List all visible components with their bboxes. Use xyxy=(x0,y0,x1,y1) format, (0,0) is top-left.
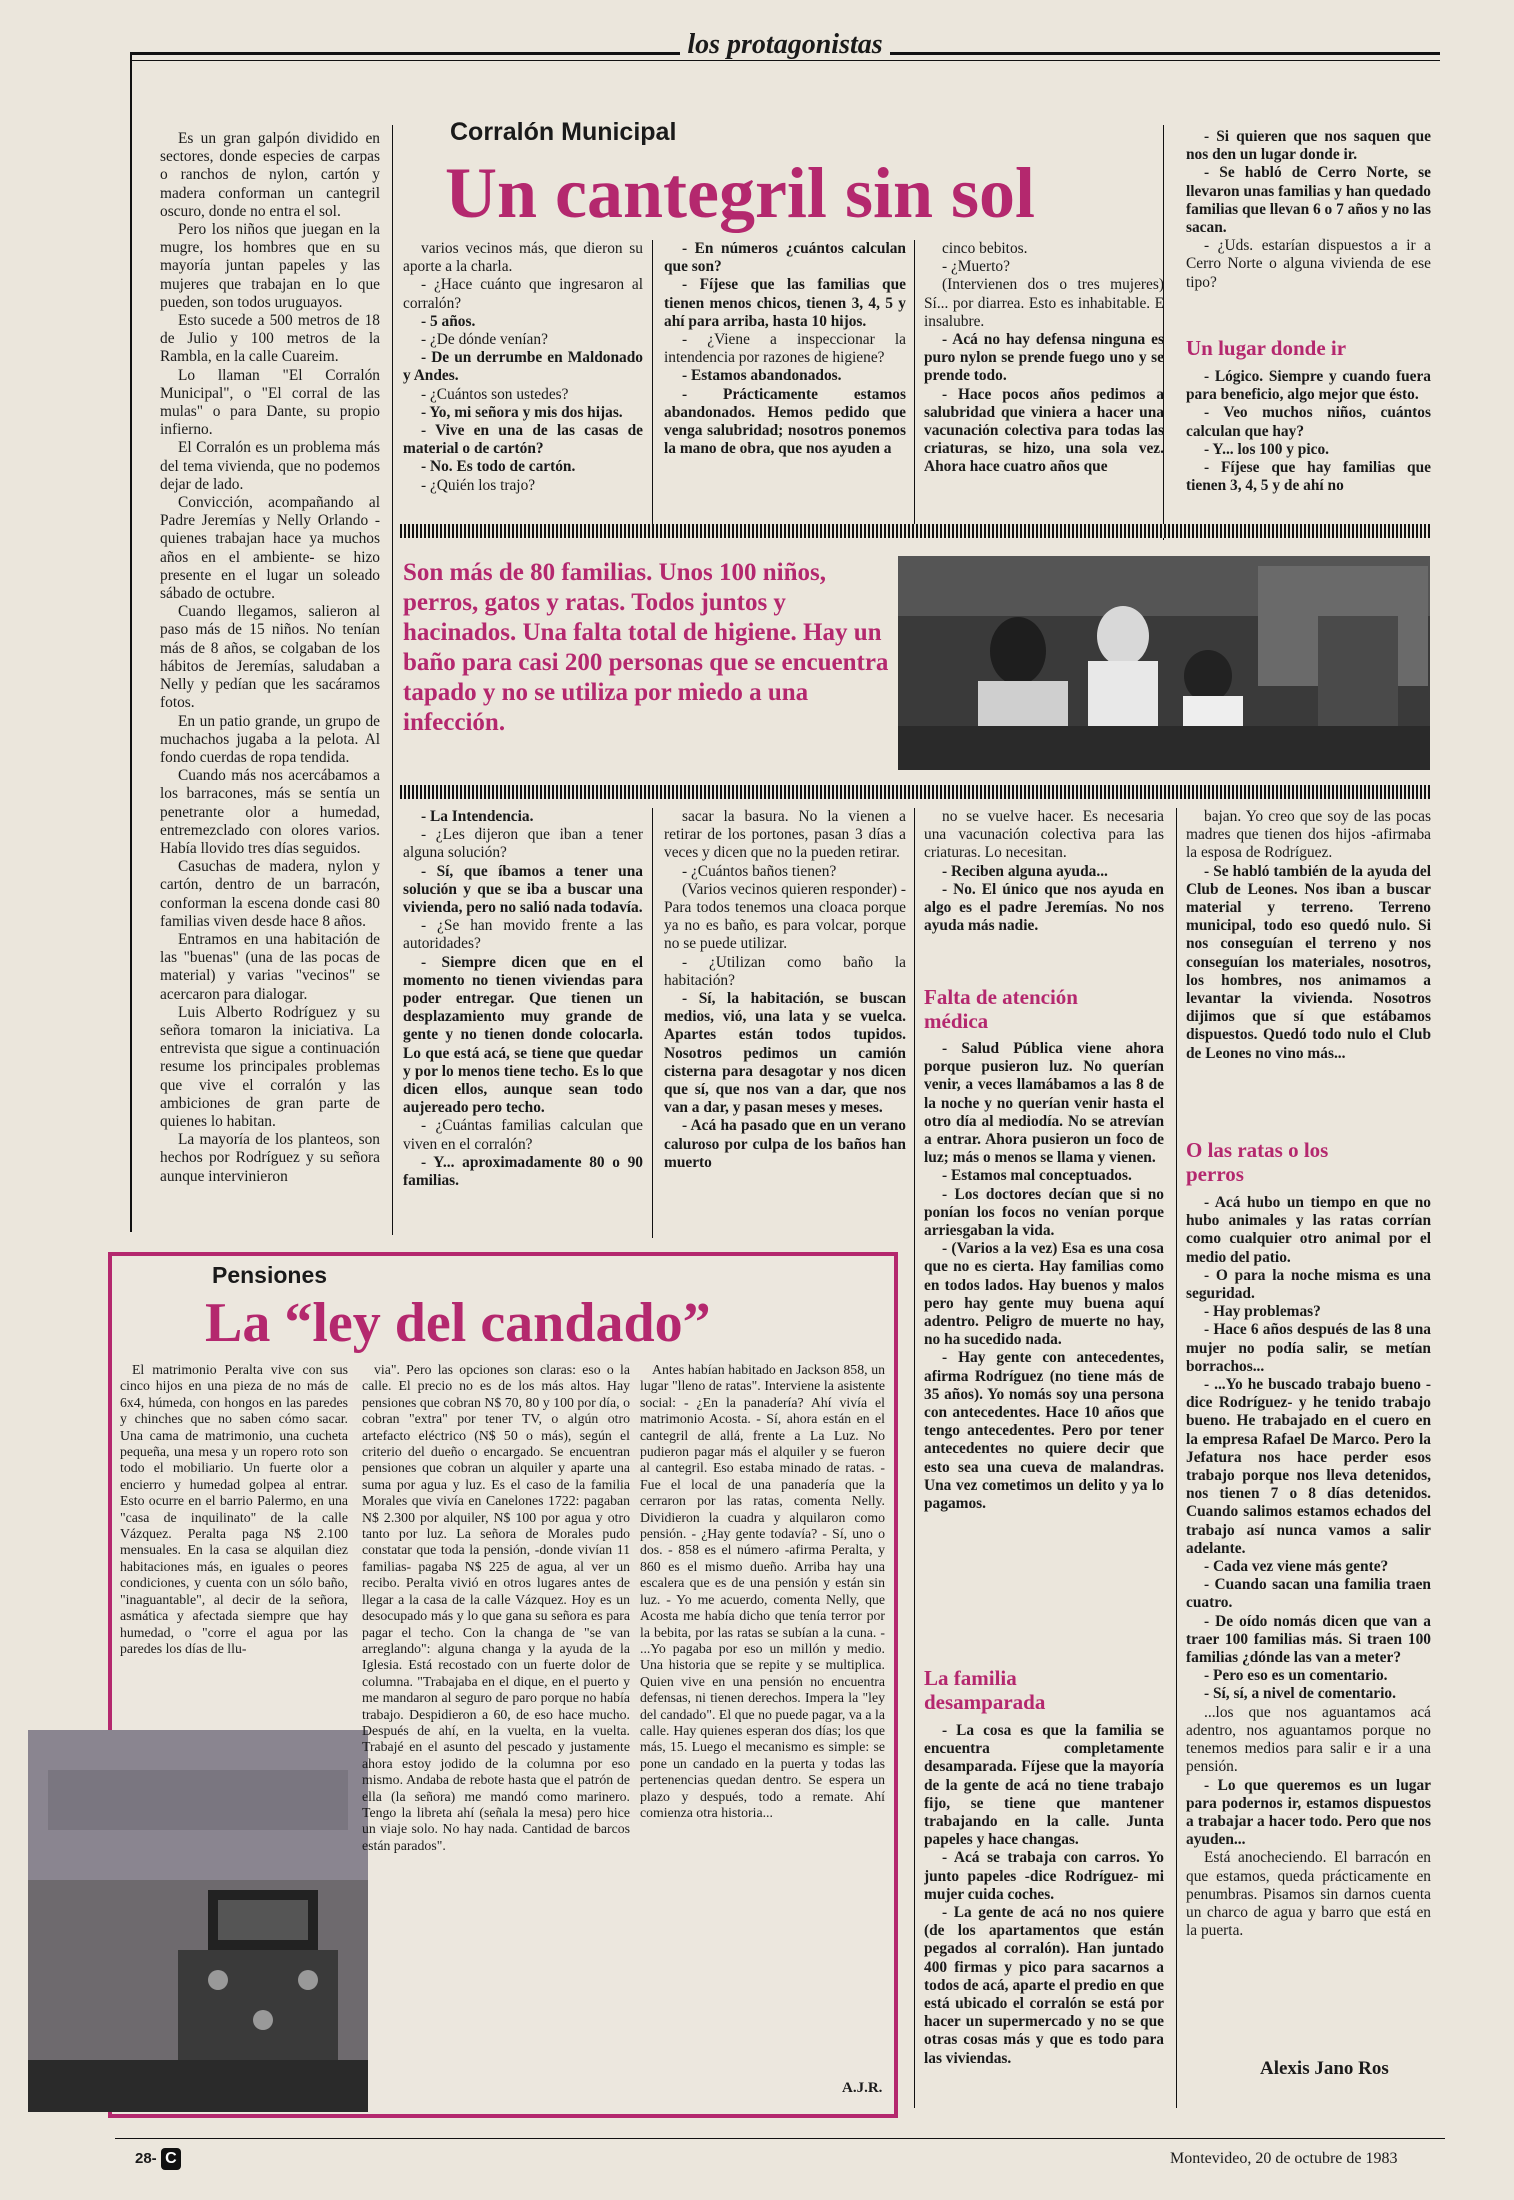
paragraph: - Los doctores decían que si no ponían los focos no venían porque arriesgaban la vida. xyxy=(924,1185,1164,1240)
article-kicker: Corralón Municipal xyxy=(450,118,677,146)
paragraph: - No. Es todo de cartón. xyxy=(421,458,576,476)
paragraph: - Lógico. Siempre y cuando fuera para beneficio, algo mejor que ésto. xyxy=(1186,368,1431,404)
subhead-lugar: Un lugar donde ir xyxy=(1186,336,1347,360)
paragraph: - Acá se trabaja con carros. Yo junto papeles -dice Rodríguez- mi mujer cuida coches. xyxy=(924,1849,1164,1903)
paragraph: - ¿Muerto? xyxy=(942,258,1010,276)
paragraph: - Se habló de Cerro Norte, se llevaron unas familias y han quedado familias que llevan 6 o 7 años y no las sacan. xyxy=(1186,164,1431,237)
paragraph: - Cada vez viene más gente? xyxy=(1204,1558,1389,1576)
section-title: los protagonistas xyxy=(687,29,883,60)
paragraph: - ¿Hace cuánto que ingresaron al corralón? xyxy=(403,276,643,312)
footer-page xyxy=(135,2148,181,2170)
paragraph: - La Intendencia. xyxy=(421,808,534,825)
paragraph: - ¿Les dijeron que iban a tener alguna solución? xyxy=(403,826,643,862)
paragraph: - Sí, la habitación, se buscan medios, vió, una lata y se vuelca. Apartes están todos tupidos. Nosotros pedimos un camión cisterna para desagotar y nos dicen que sí, que nos van a dar, que nos van a dar, y pasan meses y meses. xyxy=(664,990,906,1117)
paragraph: - Cuando sacan una familia traen cuatro. xyxy=(1186,1576,1431,1612)
paragraph: Casuchas de madera, nylon y cartón, dentro de un barracón, conforman la escena donde casi 80 familias viven desde hace 8 años. xyxy=(160,858,380,930)
article-col-4-bottom-3 xyxy=(924,1722,1164,2117)
sidebar-col-3 xyxy=(640,1362,885,2077)
paragraph: Cuando más nos acercábamos a los barracones, más se sentía un penetrante olor a humedad, entremezclado con olores varios. Había llovido tres días seguidos. xyxy=(160,767,380,857)
paragraph: - En números ¿cuántos calculan que son? xyxy=(664,240,906,276)
paragraph: - Sí, que íbamos a tener una solución y que se iba a buscar una vivienda, pero no salió nada todavía. xyxy=(403,862,643,917)
paragraph: Convicción, acompañando al Padre Jeremías y Nelly Orlando -quienes trabajan hace ya muchos años en el ambiente- se hizo presente en el lugar un soleado sábado de octubre. xyxy=(160,494,380,603)
paragraph: - Estamos mal conceptuados. xyxy=(942,1167,1132,1185)
sidebar-kicker: Pensiones xyxy=(212,1262,328,1288)
footer-dateline: Montevideo, 20 de octubre de 1983 xyxy=(1170,2150,1398,2167)
paragraph: - La cosa es que la familia se encuentra completamente desamparada. Fíjese que la mayoría de la gente de acá no tiene trabajo fijo, se tiene que mantener trabajando en la calle. Junta papeles y hace changas. xyxy=(924,1722,1164,1849)
header-rule-thin xyxy=(130,60,1440,61)
column-rule xyxy=(392,125,393,1235)
sidebar-col-2 xyxy=(362,1362,630,2102)
article-col-2-top xyxy=(403,240,643,525)
paragraph: - Hace pocos años pedimos a salubridad que viniera a hacer una vacunación colectiva para todas las criaturas, se hizo, una sola vez. Ahora hace cuatro años que xyxy=(924,385,1164,476)
pullquote-band-top xyxy=(400,524,1430,538)
paragraph: - Veo muchos niños, cuántos calculan que hay? xyxy=(1186,404,1431,440)
paragraph: - Vive en una de las casas de material o de cartón? xyxy=(403,422,643,458)
subhead-familia: La familia desamparada xyxy=(924,1666,1046,1714)
sidebar-col-1 xyxy=(120,1362,348,1742)
paragraph: Pero los niños que juegan en la mugre, los hombres que en su mayoría juntan papeles y las mujeres que trabajan en lo que pueden, son todos uruguayos. xyxy=(160,221,380,311)
paragraph: - No. El único que nos ayuda en algo es el padre Jeremías. No nos ayuda más nadie. xyxy=(924,880,1164,935)
paragraph: - ¿Se han movido frente a las autoridades? xyxy=(403,917,643,953)
article-col-4-bottom-2 xyxy=(924,1040,1164,1660)
families-photo xyxy=(898,556,1430,770)
column-rule xyxy=(914,240,915,530)
footer-rule xyxy=(115,2138,1445,2139)
article-col-3-bottom xyxy=(664,808,906,1238)
paragraph: ...los que nos aguantamos acá adentro, nos aguantamos porque no tenemos medios para salir e ir a una pensión. xyxy=(1186,1703,1431,1776)
pullquote-band-bottom xyxy=(400,785,1430,799)
families-photo-image xyxy=(898,556,1430,770)
paragraph: - La gente de acá no nos quiere (de los apartamentos que están pegados al corralón). Han juntado 400 firmas y pico para sacarnos a todos de acá, aparte el predio en que está ubicado el corralón se está por hacer un supermercado y no se que otras cosas más y que es todo para las viviendas. xyxy=(924,1904,1164,2067)
article-col-5-bottom-2 xyxy=(1186,1194,1431,2044)
paragraph: bajan. Yo creo que soy de las pocas madres que tienen dos hijos -afirmaba la esposa de Rodríguez. xyxy=(1186,808,1431,862)
article-title: Un cantegril sin sol xyxy=(445,153,1036,233)
paragraph: - (Varios a la vez) Esa es una cosa que no es cierta. Hay familias como en todos lados. Hay buenos y malos pero hay gente muy buena aquí adentro. Peligro de muerte no hay, no ha sucedido nada. xyxy=(924,1240,1164,1349)
column-rule xyxy=(1176,808,1177,2108)
sidebar-col-2-text: via". Pero las opciones son claras: eso o la calle. El precio no es de los más altos. Hay pensiones que cobran N$ 70, 80 y 100 por día, o cobran "extra" por tener TV, o algún otro artefacto eléctrico (N$ 50 o más), según el criterio del dueño o encargado. Se encuentran pensiones que cobran un alquiler y aparte una suma por agua y luz. Es el caso de la familia Morales que vivía en Canelones 1722: pagaban N$ 2.300 por alquiler, N$ 100 por agua y otro tanto por luz. La señora de Morales pudo constatar que toda la pensión, -donde vivían 11 familias- pagaba N$ 225 de agua, al ver un recibo. Peralta vivió en otros lugares antes de llegar a la casa de la calle Vázquez. Hoy es un desocupado más y lo que gana su señora es para pagar el techo. Con la changa de "se van arreglando": alguna changa y la ayuda de la Iglesia. Está recostado con un fuerte dolor de columna. "Trabajaba en el dique, en el puerto y me mandaron al seguro de paro porque no había trabajo. Despidieron a 60, de eso hace mucho. Después de ahí, en la vuelta, en la vuelta. Trabajé en el asunto del pescado y justamente ahora estoy jodido de la columna por eso mismo. Andaba de rebote hasta que el patrón de ella (la señora) me mandó como marinero. Tengo la libreta ahí (señala la mesa) pero hice un viaje solo. No hay nada. Cantidad de barcos están parados". xyxy=(362,1362,630,1853)
paragraph: Es un gran galpón dividido en sectores, donde especies de carpas o ranchos de nylon, cartón y madera conforman un cantegril oscuro, donde no entra el sol. xyxy=(160,130,380,220)
paragraph: - ¿Viene a inspeccionar la intendencia por razones de higiene? xyxy=(664,331,906,367)
paragraph: - Y... aproximadamente 80 o 90 familias. xyxy=(403,1153,643,1190)
sidebar-title: La “ley del candado” xyxy=(205,1292,711,1354)
paragraph: - ¿Cuántos baños tienen? xyxy=(682,862,837,880)
article-col-3-top xyxy=(664,240,906,525)
paragraph: - Hay problemas? xyxy=(1204,1303,1321,1321)
paragraph: - Se habló también de la ayuda del Club de Leones. Nos iban a buscar material y terreno. Terreno municipal, todo eso quedó nulo. Si nos conseguían el terreno y nos conseguían los materiales, nosotros, los hombres, nos animamos a levantar la vivienda. Nosotros dijimos que sí que estábamos dispuestos. Quedó todo nulo el Club de Leones no vino más... xyxy=(1186,862,1431,1062)
paragraph: - ¿Utilizan como baño la habitación? xyxy=(664,953,906,989)
paragraph: - Hace 6 años después de las 8 una mujer no podía salir, se metían borrachos... xyxy=(1186,1321,1431,1375)
sidebar-col-3-text: Antes habían habitado en Jackson 858, un lugar "lleno de ratas". Interviene la asistente social: - ¿En la panadería? Ahí vivía el matrimonio Acosta. - Sí, ahora están en el cantegril de allá, frente a La Luz. No pudieron pagar más el alquiler y se fueron al cantegril. Eso estaba minado de ratas. - Fue el local de una panadería que la cerraron por las ratas, comenta Nelly. Dividieron la cuadra y alquilaron como pensión. - ¿Hay gente todavía? - Sí, uno o dos. - 858 es el número -afirma Peralta, y 860 es el mismo dueño. Arriba hay una escalera que es de una pensión y están sin luz. - Yo me acuerdo, comenta Nelly, que Acosta me había dicho que tenía terror por la bebita, por las ratas se subían a la cuna. - ...Yo pagaba por eso un millón y medio. Una historia que se repite y se multiplica. Quien vive en una pensión no encuentra defensas, ni tienen derechos. Impera la "ley del candado". El que no puede pagar, va a la calle. Hay quienes esperan dos días; los que más, 15. Luego el mecanismo es simple: se pone un candado en la puerta y todas las pertenencias quedan dentro. Se espera un plazo y después, todo a remate. Ahí comienza otra historia... xyxy=(640,1362,885,1820)
paragraph: - Yo, mi señora y mis dos hijas. xyxy=(421,403,623,421)
paragraph: - Acá hubo un tiempo en que no hubo animales y las ratas corrían como cualquier otro animal por el medio del patio. xyxy=(1186,1194,1431,1266)
paragraph: - Si quieren que nos saquen que nos den un lugar donde ir. xyxy=(1186,128,1431,164)
paragraph: - Estamos abandonados. xyxy=(682,367,842,385)
paragraph: Lo llaman "El Corralón Municipal", o "El corral de las mulas" o para Dante, su propio infierno. xyxy=(160,366,380,439)
sidebar-photo xyxy=(28,1730,368,2112)
paragraph: - O para la noche misma es una seguridad. xyxy=(1186,1266,1431,1303)
article-col-5-top xyxy=(1186,128,1431,333)
pension-room-photo xyxy=(28,1730,368,2112)
pullquote-text: Son más de 80 familias. Unos 100 niños, perros, gatos y ratas. Todos juntos y hacinados. Una falta total de higiene. Hay un baño para casi 200 personas que se encuentra tapado y no se utiliza por miedo a una infección. xyxy=(403,559,889,736)
column-rule xyxy=(652,808,653,1238)
paragraph: - Y... los 100 y pico. xyxy=(1204,440,1329,458)
paragraph: El Corralón es un problema más del tema vivienda, que no podemos dejar de lado. xyxy=(160,439,380,493)
paragraph: - De un derrumbe en Maldonado y Andes. xyxy=(403,349,643,385)
article-byline: Alexis Jano Ros xyxy=(1260,2058,1389,2079)
subhead-ratas: O las ratas o los perros xyxy=(1186,1138,1329,1186)
paragraph: Cuando llegamos, salieron al paso más de 15 niños. No tenían más de 8 años, se colgaban de los hábitos de Jeremías, saludaban a Nelly y pedían que les sacáramos fotos. xyxy=(160,603,380,712)
paragraph: - Siempre dicen que en el momento no tienen viviendas para poder entregar. Que tienen un desplazamiento muy grande de gente y no tienen donde colocarla. Lo que está acá, se tiene que quedar y por lo menos tiene techo. Es lo que dicen ellos, aunque sean todo aujereado pero techo. xyxy=(403,953,643,1117)
paragraph: En un patio grande, un grupo de muchachos jugaba a la pelota. Al fondo cuerdas de ropa tendida. xyxy=(160,712,380,766)
paragraph: - ¿Cuántos son ustedes? xyxy=(421,385,569,403)
article-col-4-bottom xyxy=(924,808,1164,973)
paragraph: - Fíjese que las familias que tienen menos chicos, tienen 3, 4, 5 y ahí para arriba, hasta 10 hijos. xyxy=(664,276,906,330)
paragraph: Esto sucede a 500 metros de 18 de Julio y 100 metros de la Rambla, en la calle Cuareim. xyxy=(160,312,380,366)
paragraph: La mayoría de los planteos, son hechos por Rodríguez y su señora aunque intervinieron xyxy=(160,1131,380,1185)
paragraph: - De oído nomás dicen que van a traer 100 familias más. Si traen 100 familias ¿dónde las van a meter? xyxy=(1186,1612,1431,1667)
section-header xyxy=(680,28,890,62)
paragraph: (Varios vecinos quieren responder) -Para todos tenemos una cloaca porque ya no es baño, es para volcar, porque no se puede utilizar. xyxy=(664,880,906,953)
paragraph: - Sí, sí, a nivel de comentario. xyxy=(1204,1685,1396,1703)
paragraph: - ...Yo he buscado trabajo bueno -dice Rodríguez- y he tenido trabajo bueno. He trabajado en el cuero en la empresa Rafael De Marco. Pero la Jefatura nos hace perder esos trabajo porque nos lleva detenidos, nos tienen 7 o 8 días detenidos. Cuando salimos estamos echados del trabajo así nunca vamos a salir adelante. xyxy=(1186,1376,1431,1557)
left-border-rule xyxy=(130,52,132,1232)
paragraph: (Intervienen dos o tres mujeres) Sí... por diarrea. Esto es inhabitable. E insalubre. xyxy=(924,276,1164,330)
paragraph: Está anocheciendo. El barracón en que estamos, queda prácticamente en penumbras. Pisamos sin darnos cuenta un charco de agua y barro que está en la puerta. xyxy=(1186,1849,1431,1940)
paragraph: - Salud Pública viene ahora porque pusieron luz. No querían venir, a veces llamábamos a las 8 de la noche y no querían venir hasta el otro día al mediodía. No se atrevían a entrar. Ahora pusieron un foco de luz; más o menos se llama y vienen. xyxy=(924,1040,1164,1167)
article-col-4-top xyxy=(924,240,1164,525)
paragraph: no se vuelve hacer. Es necesaria una vacunación colectiva para las criaturas. Lo necesitan. xyxy=(924,808,1164,862)
paragraph: - Prácticamente estamos abandonados. Hemos pedido que venga salubridad; nosotros ponemos la mano de obra, que nos ayuden a xyxy=(664,385,906,458)
paragraph: - ¿De dónde venían? xyxy=(421,331,548,349)
paragraph: varios vecinos más, que dieron su aporte a la charla. xyxy=(403,240,643,276)
paragraph: - Hay gente con antecedentes, afirma Rodríguez (no tiene más de 35 años). Yo nomás soy una persona con antecedentes. Hace 10 años que tengo antecedentes. Pero por tener antecedentes no quiere decir que esto sea una cueva de malandras. Una vez cometimos un delito y ya lo pagamos. xyxy=(924,1349,1164,1513)
paragraph: - Reciben alguna ayuda... xyxy=(942,862,1108,880)
paragraph: - ¿Uds. estarían dispuestos a ir a Cerro Norte o alguna vivienda de ese tipo? xyxy=(1186,237,1431,291)
article-col-5-top-2 xyxy=(1186,368,1431,528)
paragraph: Entramos en una habitación de las "buenas" (una de las pocas de material) y varias "vecinos" se acercaron para dialogar. xyxy=(160,930,380,1003)
paragraph: - Pero eso es un comentario. xyxy=(1204,1667,1388,1685)
article-col-5-bottom xyxy=(1186,808,1431,1133)
article-col-1 xyxy=(160,130,380,1235)
column-rule xyxy=(652,240,653,530)
paragraph: Luis Alberto Rodríguez y su señora tomaron la iniciativa. La entrevista que sigue a continuación resume los principales problemas que vive el corralón y las ambiciones de gran parte de quienes lo habitan. xyxy=(160,1003,380,1130)
sidebar-col-1-text: El matrimonio Peralta vive con sus cinco hijos en una pieza de no más de 6x4, húmeda, con hongos en las paredes y chinches que no saben cómo sacar. Una cama de matrimonio, una cucheta pequeña, una mesa y un ropero roto son todo el mobiliario. Un fuerte olor a encierro y humedad golpea al entrar. Esto ocurre en el barrio Palermo, en una "casa de inquilinato" de la calle Vázquez. Peralta paga N$ 2.100 mensuales. En la casa se alquilan diez habitaciones más, en iguales o peores condiciones, y cuenta con un sólo baño, "inaguantable", al decir de la señora, asmática y afectada siempre que hay humedad, o "corre el agua por las paredes los días de llu- xyxy=(120,1362,348,1656)
magazine-logo: C xyxy=(161,2148,181,2170)
sidebar-initials: A.J.R. xyxy=(842,2080,883,2096)
page-number: 28- xyxy=(135,2150,157,2167)
paragraph: - Acá no hay defensa ninguna es puro nylon se prende fuego uno y se prende todo. xyxy=(924,331,1164,385)
article-col-2-bottom xyxy=(403,808,643,1238)
subhead-falta: Falta de atención médica xyxy=(924,985,1078,1033)
column-rule xyxy=(914,808,915,2108)
paragraph: - Acá ha pasado que en un verano caluroso por culpa de los baños han muerto xyxy=(664,1117,906,1171)
paragraph: - 5 años. xyxy=(421,312,476,330)
paragraph: - ¿Quién los trajo? xyxy=(421,476,536,494)
paragraph: - ¿Cuántas familias calculan que viven en el corralón? xyxy=(403,1117,643,1153)
paragraph: cinco bebitos. xyxy=(942,240,1028,257)
paragraph: sacar la basura. No la vienen a retirar de los portones, pasan 3 días a veces y dicen que no la pueden retirar. xyxy=(664,808,906,862)
paragraph: - Fíjese que hay familias que tienen 3, 4, 5 y de ahí no xyxy=(1186,459,1431,495)
paragraph: - Lo que queremos es un lugar para podernos ir, estamos dispuestos a trabajar a hacer todo. Pero que nos ayuden... xyxy=(1186,1776,1431,1849)
